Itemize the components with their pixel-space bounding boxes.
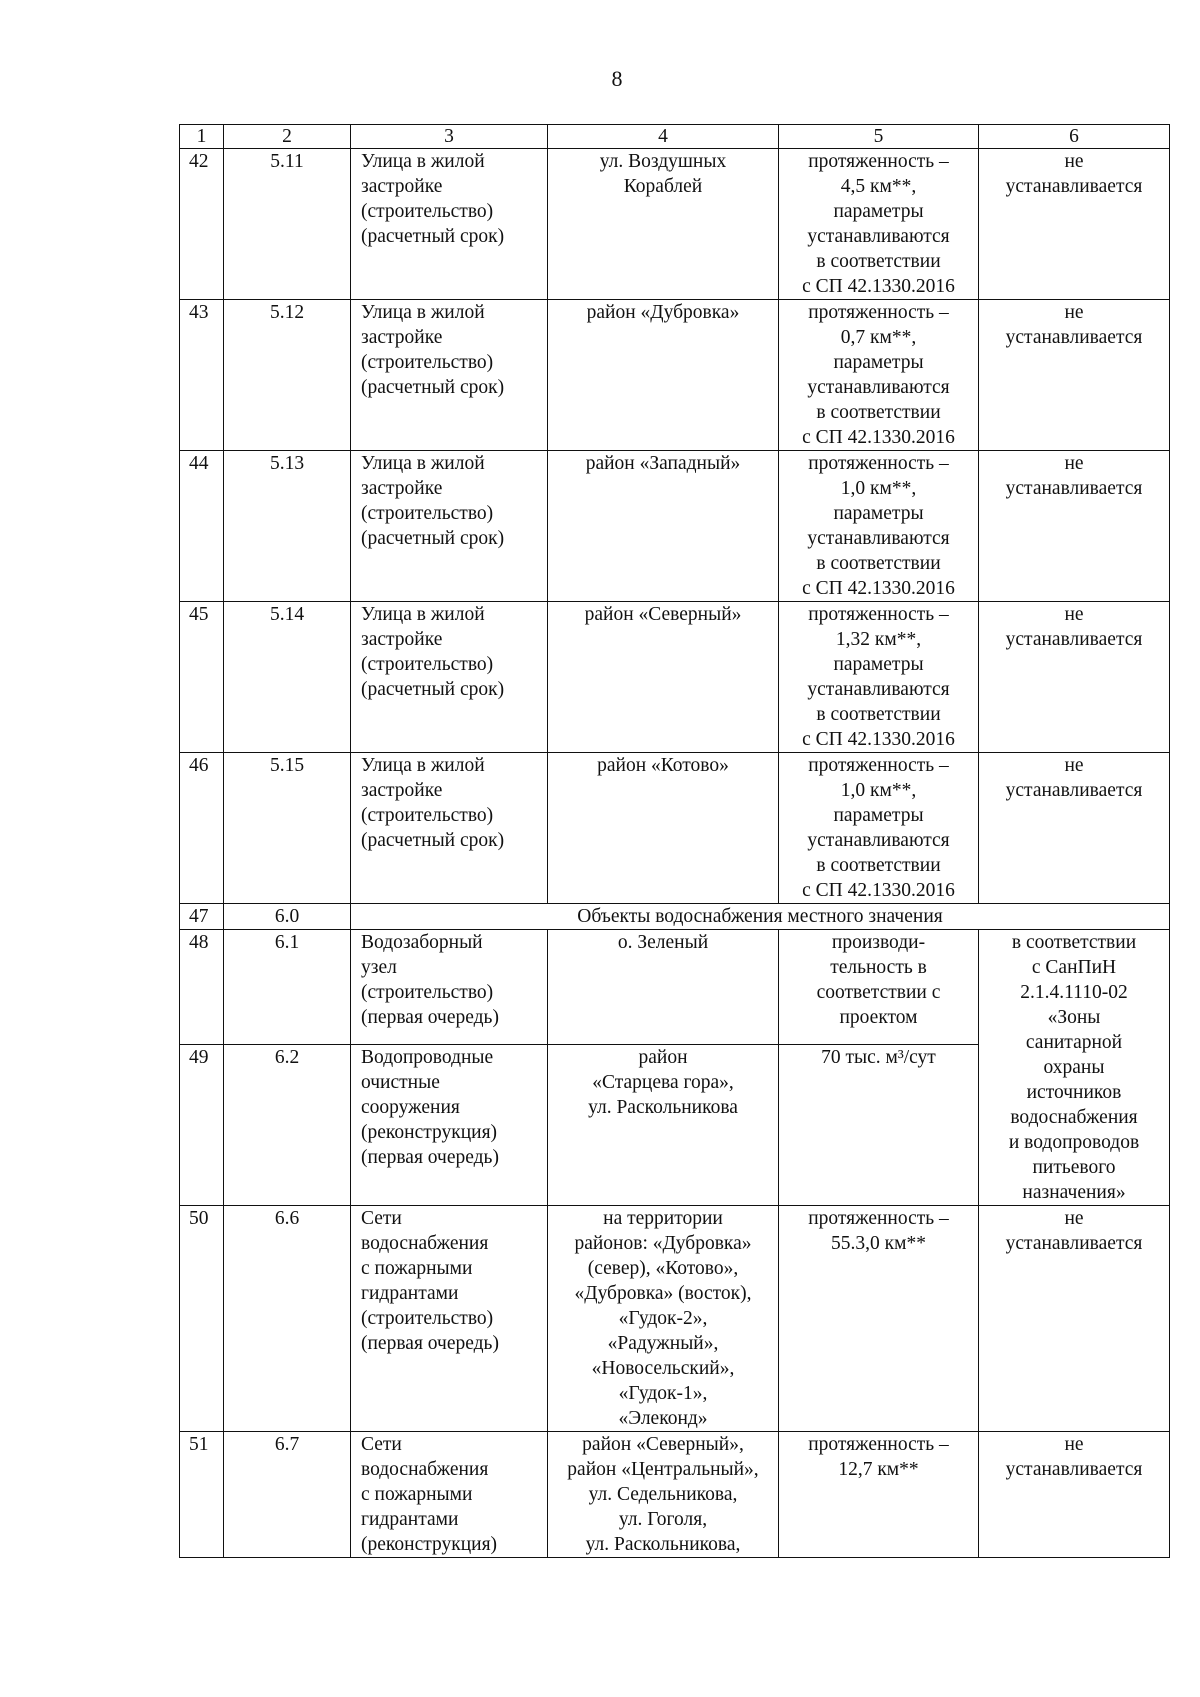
object-parameters-line: проектом xyxy=(839,1007,918,1028)
protection-zone-line: устанавливается xyxy=(1005,780,1143,801)
object-location-line: «Гудок-1», xyxy=(618,1383,708,1404)
protection-zone xyxy=(979,451,1170,602)
table-header-row xyxy=(180,125,1170,149)
row-code: 5.12 xyxy=(224,300,351,451)
object-location-line: на территории xyxy=(603,1208,723,1229)
protection-zone-line: не xyxy=(1064,755,1084,776)
object-parameters-line: 1,0 км**, xyxy=(840,780,917,801)
protection-zone-line: назначения» xyxy=(1022,1182,1126,1203)
object-name xyxy=(351,1206,548,1432)
protection-zone-line: не xyxy=(1064,1208,1084,1229)
object-parameters-line: с СП 42.1330.2016 xyxy=(802,880,955,901)
object-name xyxy=(351,753,548,904)
object-parameters-line: 1,32 км**, xyxy=(835,629,922,650)
object-name-line: (строительство) xyxy=(361,201,494,222)
object-parameters-line: в соответствии xyxy=(816,251,941,272)
row-code: 6.2 xyxy=(224,1045,351,1206)
object-name-line: застройке xyxy=(361,478,443,499)
object-name-line: (первая очередь) xyxy=(361,1147,499,1168)
row-number: 50 xyxy=(180,1206,224,1432)
protection-zone-line: и водопроводов xyxy=(1008,1132,1140,1153)
object-name xyxy=(351,300,548,451)
row-code: 5.13 xyxy=(224,451,351,602)
object-name-line: (реконструкция) xyxy=(361,1122,498,1143)
object-name xyxy=(351,1432,548,1558)
header-cell: 4 xyxy=(548,125,779,149)
section-title: Объекты водоснабжения местного значения xyxy=(351,904,1170,930)
object-parameters-line: протяженность – xyxy=(808,302,949,323)
object-location-line: «Гудок-2», xyxy=(618,1308,708,1329)
object-location-line: Кораблей xyxy=(623,176,703,197)
table-row xyxy=(180,602,1170,753)
object-name-line: (расчетный срок) xyxy=(361,830,505,851)
object-location-line: «Дубровка» (восток), xyxy=(574,1283,752,1304)
object-parameters-line: параметры xyxy=(833,352,924,373)
object-name xyxy=(351,1045,548,1206)
protection-zone xyxy=(979,930,1170,1206)
protection-zone-line: «Зоны xyxy=(1047,1007,1101,1028)
object-parameters-line: протяженность – xyxy=(808,1208,949,1229)
object-location-line: район «Котово» xyxy=(597,755,729,776)
object-name-line: (первая очередь) xyxy=(361,1333,499,1354)
object-name-line: (реконструкция) xyxy=(361,1534,498,1555)
object-parameters-line: устанавливаются xyxy=(807,679,950,700)
object-name xyxy=(351,602,548,753)
object-parameters-line: параметры xyxy=(833,654,924,675)
object-parameters xyxy=(779,753,979,904)
protection-zone-line: питьевого xyxy=(1032,1157,1116,1178)
protection-zone-line: не xyxy=(1064,151,1084,172)
object-parameters-line: с СП 42.1330.2016 xyxy=(802,578,955,599)
object-name-line: (расчетный срок) xyxy=(361,679,505,700)
table-row xyxy=(180,300,1170,451)
object-location-line: «Старцева гора», xyxy=(592,1072,734,1093)
protection-zone-line: устанавливается xyxy=(1005,176,1143,197)
object-name-line: Водозаборный xyxy=(361,932,483,953)
object-parameters-line: в соответствии xyxy=(816,553,941,574)
object-parameters-line: протяженность – xyxy=(808,604,949,625)
object-name-line: с пожарными xyxy=(361,1484,473,1505)
object-parameters-line: в соответствии xyxy=(816,402,941,423)
object-name-line: Улица в жилой xyxy=(361,755,485,776)
object-location-line: «Элеконд» xyxy=(618,1408,708,1429)
object-name-line: (расчетный срок) xyxy=(361,377,505,398)
object-parameters xyxy=(779,1432,979,1558)
row-code: 6.1 xyxy=(224,930,351,1045)
object-location-line: (север), «Котово», xyxy=(587,1258,739,1279)
object-name-line: застройке xyxy=(361,327,443,348)
object-name-line: Улица в жилой xyxy=(361,151,485,172)
row-number: 46 xyxy=(180,753,224,904)
object-location-line: о. Зеленый xyxy=(617,932,709,953)
protection-zone-line: в соответствии xyxy=(1011,932,1137,953)
object-location-line: «Новосельский», xyxy=(591,1358,735,1379)
object-parameters-line: 1,0 км**, xyxy=(840,478,917,499)
table-row xyxy=(180,930,1170,1045)
object-parameters-line: устанавливаются xyxy=(807,528,950,549)
object-parameters-line: тельность в xyxy=(830,957,927,978)
object-parameters-line: параметры xyxy=(833,201,924,222)
object-location xyxy=(548,930,779,1045)
table-row xyxy=(180,1206,1170,1432)
row-code: 5.11 xyxy=(224,149,351,300)
object-location-line: район «Дубровка» xyxy=(586,302,740,323)
row-number: 48 xyxy=(180,930,224,1045)
object-location xyxy=(548,1045,779,1206)
object-name-line: (строительство) xyxy=(361,503,494,524)
row-number: 51 xyxy=(180,1432,224,1558)
row-code: 6.0 xyxy=(224,904,351,930)
row-number: 42 xyxy=(180,149,224,300)
row-code: 6.6 xyxy=(224,1206,351,1432)
object-name-line: (строительство) xyxy=(361,805,494,826)
object-name-line: (расчетный срок) xyxy=(361,528,505,549)
object-parameters-line: протяженность – xyxy=(808,453,949,474)
row-code: 6.7 xyxy=(224,1432,351,1558)
object-location xyxy=(548,1432,779,1558)
object-name-line: (строительство) xyxy=(361,1308,494,1329)
row-number: 49 xyxy=(180,1045,224,1206)
object-parameters-line: с СП 42.1330.2016 xyxy=(802,276,955,297)
object-location-line: районов: «Дубровка» xyxy=(574,1233,752,1254)
object-name-line: (строительство) xyxy=(361,654,494,675)
object-parameters xyxy=(779,1045,979,1206)
object-name-line: очистные xyxy=(361,1072,440,1093)
header-cell: 6 xyxy=(979,125,1170,149)
object-name-line: застройке xyxy=(361,780,443,801)
row-code: 5.15 xyxy=(224,753,351,904)
protection-zone-line: устанавливается xyxy=(1005,629,1143,650)
object-parameters-line: соответствии с xyxy=(816,982,941,1003)
object-parameters xyxy=(779,451,979,602)
table-row xyxy=(180,149,1170,300)
protection-zone xyxy=(979,602,1170,753)
protection-zone-line: устанавливается xyxy=(1005,1459,1143,1480)
object-parameters-line: 12,7 км** xyxy=(838,1459,919,1480)
object-location-line: район «Северный», xyxy=(582,1434,744,1455)
protection-zone-line: 2.1.4.1110-02 xyxy=(1020,982,1128,1003)
object-name-line: водоснабжения xyxy=(361,1233,489,1254)
object-location-line: район «Северный» xyxy=(584,604,742,625)
object-parameters xyxy=(779,602,979,753)
object-name-line: Улица в жилой xyxy=(361,604,485,625)
object-parameters-line: 4,5 км**, xyxy=(840,176,917,197)
object-parameters-line: с СП 42.1330.2016 xyxy=(802,427,955,448)
protection-zone xyxy=(979,753,1170,904)
protection-zone xyxy=(979,1206,1170,1432)
object-name-line: с пожарными xyxy=(361,1258,473,1279)
protection-zone-line: санитарной xyxy=(1025,1032,1123,1053)
object-parameters-line: протяженность – xyxy=(808,755,949,776)
section-row xyxy=(180,904,1170,930)
header-cell: 3 xyxy=(351,125,548,149)
object-parameters-line: параметры xyxy=(833,805,924,826)
object-name-line: Водопроводные xyxy=(361,1047,494,1068)
object-name-line: Улица в жилой xyxy=(361,453,485,474)
header-cell: 2 xyxy=(224,125,351,149)
object-name-line: (расчетный срок) xyxy=(361,226,505,247)
object-name xyxy=(351,930,548,1045)
object-location-line: район «Западный» xyxy=(585,453,741,474)
object-name xyxy=(351,149,548,300)
objects-table xyxy=(179,124,1170,1558)
protection-zone-line: не xyxy=(1064,1434,1084,1455)
protection-zone-line: охраны xyxy=(1043,1057,1105,1078)
protection-zone-line: устанавливается xyxy=(1005,1233,1143,1254)
object-name-line: застройке xyxy=(361,176,443,197)
header-cell: 5 xyxy=(779,125,979,149)
protection-zone-line: не xyxy=(1064,604,1084,625)
object-name-line: Сети xyxy=(361,1208,402,1229)
object-name-line: Сети xyxy=(361,1434,402,1455)
row-number: 45 xyxy=(180,602,224,753)
object-parameters-line: протяженность – xyxy=(808,151,949,172)
object-name-line: водоснабжения xyxy=(361,1459,489,1480)
protection-zone-line: устанавливается xyxy=(1005,478,1143,499)
protection-zone-line: не xyxy=(1064,453,1084,474)
object-parameters xyxy=(779,149,979,300)
object-name-line: застройке xyxy=(361,629,443,650)
object-parameters-line: устанавливаются xyxy=(807,377,950,398)
object-location xyxy=(548,602,779,753)
object-parameters-line: устанавливаются xyxy=(807,830,950,851)
protection-zone xyxy=(979,300,1170,451)
table-row xyxy=(180,451,1170,602)
object-location-line: ул. Воздушных xyxy=(599,151,727,172)
object-parameters-line: 0,7 км**, xyxy=(840,327,917,348)
table-row xyxy=(180,753,1170,904)
protection-zone xyxy=(979,1432,1170,1558)
protection-zone-line: устанавливается xyxy=(1005,327,1143,348)
object-name-line: сооружения xyxy=(361,1097,460,1118)
object-location xyxy=(548,753,779,904)
object-location xyxy=(548,451,779,602)
object-name-line: гидрантами xyxy=(361,1283,459,1304)
object-parameters xyxy=(779,1206,979,1432)
row-code: 5.14 xyxy=(224,602,351,753)
header-cell: 1 xyxy=(180,125,224,149)
page-number: 8 xyxy=(611,66,623,91)
object-location-line: район «Центральный», xyxy=(567,1459,759,1480)
object-name xyxy=(351,451,548,602)
object-location-line: ул. Раскольникова, xyxy=(585,1534,741,1555)
object-parameters-line: с СП 42.1330.2016 xyxy=(802,729,955,750)
object-location-line: ул. Гоголя, xyxy=(618,1509,708,1530)
object-location-line: «Радужный», xyxy=(607,1333,719,1354)
object-location-line: район xyxy=(638,1047,688,1068)
object-location xyxy=(548,149,779,300)
object-parameters-line: устанавливаются xyxy=(807,226,950,247)
row-number: 44 xyxy=(180,451,224,602)
object-parameters-line: 70 тыс. м³/сут xyxy=(821,1047,936,1068)
protection-zone-line: не xyxy=(1064,302,1084,323)
object-location-line: ул. Раскольникова xyxy=(588,1097,738,1118)
object-parameters-line: параметры xyxy=(833,503,924,524)
object-name-line: (строительство) xyxy=(361,352,494,373)
object-parameters-line: в соответствии xyxy=(816,855,941,876)
object-name-line: Улица в жилой xyxy=(361,302,485,323)
object-parameters xyxy=(779,300,979,451)
protection-zone xyxy=(979,149,1170,300)
object-name-line: узел xyxy=(361,957,397,978)
object-parameters-line: производи- xyxy=(831,932,926,953)
object-parameters-line: протяженность – xyxy=(808,1434,949,1455)
row-number: 43 xyxy=(180,300,224,451)
row-number: 47 xyxy=(180,904,224,930)
table-row xyxy=(180,1432,1170,1558)
protection-zone-line: источников xyxy=(1026,1082,1122,1103)
object-name-line: (первая очередь) xyxy=(361,1007,499,1028)
object-location xyxy=(548,300,779,451)
object-location xyxy=(548,1206,779,1432)
object-parameters-line: 55.3,0 км** xyxy=(831,1233,926,1254)
object-name-line: гидрантами xyxy=(361,1509,459,1530)
object-parameters xyxy=(779,930,979,1045)
protection-zone-line: с СанПиН xyxy=(1031,957,1117,978)
protection-zone-line: водоснабжения xyxy=(1010,1107,1138,1128)
object-location-line: ул. Седельникова, xyxy=(588,1484,738,1505)
object-name-line: (строительство) xyxy=(361,982,494,1003)
object-parameters-line: в соответствии xyxy=(816,704,941,725)
